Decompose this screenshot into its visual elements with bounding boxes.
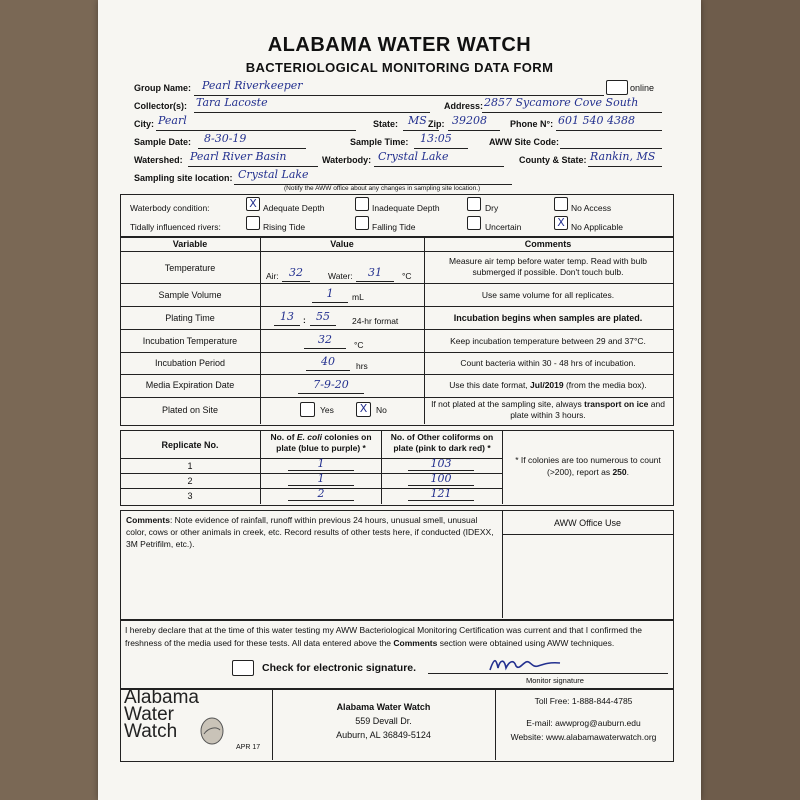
site-location-label: Sampling site location: (134, 173, 233, 183)
replicate-1-ecoli[interactable]: 1 (317, 457, 325, 470)
waterbody-line (374, 166, 504, 167)
zip-label: Zip: (428, 119, 445, 129)
site-code-label: AWW Site Code: (489, 137, 559, 147)
background-left (0, 0, 110, 800)
replicate-2-ecoli[interactable]: 1 (317, 472, 325, 485)
sample-time-line (414, 148, 468, 149)
replicate-3-ecoli[interactable]: 2 (317, 487, 325, 500)
group-name-value[interactable]: Pearl Riverkeeper (202, 79, 303, 92)
background-right (690, 0, 800, 800)
media-expiration-comment: Use this date format, Jul/2019 (from the media box). (449, 380, 647, 390)
waterbody-condition-label: Waterbody condition: (130, 203, 210, 213)
falling-tide-label: Falling Tide (372, 222, 416, 232)
electronic-signature-label: Check for electronic signature. (262, 662, 417, 674)
incubation-period-comment: Count bacteria within 30 - 48 hrs of incubation. (460, 358, 636, 368)
waterbody-label: Waterbody: (322, 155, 372, 165)
header-replicate: Replicate No. (161, 440, 219, 450)
header-comments: Comments (524, 239, 572, 249)
replicate-1-no: 1 (187, 461, 193, 471)
media-expiration-name: Media Expiration Date (145, 380, 235, 390)
logo-line-2: Water (124, 704, 174, 725)
header-other-coliforms: No. of Other coliforms on plate (pink to dark red) * (390, 432, 494, 453)
plated-no-label: No (376, 405, 387, 415)
tidal-label: Tidally influenced rivers: (130, 222, 221, 232)
temperature-comment: Measure air temp before water temp. Read with bulb submerged if possible. Don't touch bulb. (449, 256, 647, 277)
form-version: APR 17 (236, 744, 261, 751)
inadequate-depth-label: Inadequate Depth (372, 203, 440, 213)
uncertain-checkbox[interactable] (467, 216, 481, 230)
county-state-value[interactable]: Rankin, MS (590, 150, 656, 163)
waterbody-value[interactable]: Crystal Lake (378, 150, 449, 163)
logo-line-3: Watch (124, 721, 178, 742)
city-line (156, 130, 356, 131)
comments-instructions: Comments: Note evidence of rainfall, runoff within previous 24 hours, unusual smell, unusual color, cows or other animals in creek, etc. Record results of other tests here, if conducted (IDEXX, 3M Petrifilm, etc.). (126, 515, 494, 549)
air-value[interactable]: 32 (289, 266, 303, 279)
electronic-signature-checkbox[interactable] (232, 660, 254, 676)
media-expiration-value[interactable]: 7-9-20 (313, 378, 349, 391)
plated-yes-checkbox[interactable] (300, 402, 315, 417)
phone-line (556, 130, 662, 131)
plating-comment: Incubation begins when samples are plated. (453, 313, 643, 323)
data-form-paper (98, 0, 701, 800)
plated-no-checkbox[interactable]: X (356, 402, 371, 417)
form-subtitle: BACTERIOLOGICAL MONITORING DATA FORM (245, 60, 554, 75)
plating-hh-value[interactable]: 13 (280, 310, 294, 323)
footer-address-1: 559 Devall Dr. (355, 716, 412, 726)
incubation-period-value[interactable]: 40 (321, 355, 335, 368)
state-line (403, 130, 439, 131)
watershed-line (188, 166, 318, 167)
county-state-line (588, 166, 662, 167)
not-applicable-label: No Applicable (571, 222, 623, 232)
uncertain-label: Uncertain (485, 222, 522, 232)
plating-mm-value[interactable]: 55 (316, 310, 330, 323)
declaration-text: I hereby declare that at the time of this water testing my AWW Bacteriological Monitoring Certification was current and that I confirmed the freshness of the media used for these tests. All data entered above the Comments section were obtained using AWW techniques. (125, 625, 643, 648)
incubation-temp-value[interactable]: 32 (318, 333, 332, 346)
logo-line-1: Alabama (124, 687, 199, 708)
plating-sep: : (303, 315, 306, 325)
collectors-line (194, 112, 430, 113)
replicate-3-other[interactable]: 121 (430, 487, 452, 500)
phone-value[interactable]: 601 540 4388 (558, 114, 635, 127)
temperature-unit: °C (402, 271, 412, 281)
dry-label: Dry (485, 203, 499, 213)
sample-date-line (198, 148, 306, 149)
form-title: ALABAMA WATER WATCH (267, 34, 532, 56)
address-line (482, 112, 662, 113)
sample-date-label: Sample Date: (134, 137, 192, 147)
header-variable: Variable (172, 239, 208, 249)
replicate-2-no: 2 (187, 476, 193, 486)
no-access-checkbox[interactable] (554, 197, 568, 211)
sample-time-label: Sample Time: (350, 137, 409, 147)
water-value[interactable]: 31 (368, 266, 382, 279)
zip-line (448, 130, 500, 131)
replicate-1-other[interactable]: 103 (430, 457, 452, 470)
online-checkbox[interactable] (606, 80, 628, 95)
plated-yes-label: Yes (320, 405, 334, 415)
replicate-2-other[interactable]: 100 (430, 472, 452, 485)
monitor-signature-caption: Monitor signature (526, 676, 584, 685)
address-value[interactable]: 2857 Sycamore Cove South (484, 96, 639, 109)
sample-volume-value[interactable]: 1 (326, 287, 334, 300)
monitor-signature (486, 654, 568, 674)
collectors-label: Collector(s): (134, 101, 188, 111)
no-access-label: No Access (571, 203, 612, 213)
dry-checkbox[interactable] (467, 197, 481, 211)
state-label: State: (373, 119, 399, 129)
footer-tollfree: Toll Free: 1-888-844-4785 (534, 696, 633, 706)
inadequate-depth-checkbox[interactable] (355, 197, 369, 211)
incubation-period-unit: hrs (356, 361, 368, 371)
replicate-3-no: 3 (187, 491, 193, 501)
adequate-depth-checkbox[interactable]: X (246, 197, 260, 211)
county-state-label: County & State: (519, 155, 587, 165)
sample-time-value[interactable]: 13:05 (420, 132, 452, 145)
water-label: Water: (328, 271, 353, 281)
phone-label: Phone N°: (510, 119, 554, 129)
site-code-line (560, 148, 662, 149)
header-value: Value (330, 239, 354, 249)
sample-date-value[interactable]: 8-30-19 (204, 132, 247, 145)
watershed-label: Watershed: (134, 155, 183, 165)
footer-email[interactable]: E-mail: awwprog@auburn.edu (526, 718, 641, 728)
address-label: Address: (444, 101, 484, 111)
plated-on-site-name: Plated on Site (161, 405, 219, 415)
site-location-value[interactable]: Crystal Lake (238, 168, 309, 181)
incubation-period-name: Incubation Period (154, 358, 226, 368)
footer-org: Alabama Water Watch (336, 702, 431, 712)
rising-tide-label: Rising Tide (263, 222, 306, 232)
replicates-note: * If colonies are too numerous to count (>200), report as 250. (515, 455, 661, 477)
city-value[interactable]: Pearl (158, 114, 187, 127)
collectors-value[interactable]: Tara Lacoste (196, 96, 268, 109)
adequate-depth-label: Adequate Depth (263, 203, 325, 213)
footer-address-2: Auburn, AL 36849-5124 (336, 730, 431, 740)
office-use-label: AWW Office Use (553, 518, 621, 528)
fish-logo-icon (198, 716, 226, 746)
city-label: City: (134, 119, 154, 129)
falling-tide-checkbox[interactable] (355, 216, 369, 230)
online-label: online (630, 83, 655, 93)
incubation-temp-name: Incubation Temperature (142, 336, 238, 346)
not-applicable-checkbox[interactable]: X (554, 216, 568, 230)
notify-note: (Notify the AWW office about any changes in sampling site location.) (284, 185, 481, 192)
incubation-temp-comment: Keep incubation temperature between 29 and 37°C. (450, 336, 646, 346)
state-value[interactable]: MS (408, 114, 427, 127)
watershed-value[interactable]: Pearl River Basin (190, 150, 287, 163)
group-name-label: Group Name: (134, 83, 192, 93)
sample-volume-unit: mL (352, 292, 364, 302)
plating-time-name: Plating Time (165, 313, 215, 323)
plated-comment: If not plated at the sampling site, always transport on ice and plate within 3 hours. (431, 399, 665, 420)
sample-volume-name: Sample Volume (158, 290, 222, 300)
sample-volume-comment: Use same volume for all replicates. (481, 290, 615, 300)
plating-unit: 24-hr format (352, 316, 399, 326)
incubation-temp-unit: °C (354, 340, 364, 350)
temperature-name: Temperature (164, 263, 216, 273)
zip-value[interactable]: 39208 (452, 114, 487, 127)
header-ecoli: No. of E. coli colonies on plate (blue to purple) * (270, 432, 372, 453)
footer-website[interactable]: Website: www.alabamawaterwatch.org (510, 732, 657, 742)
air-label: Air: (266, 271, 279, 281)
rising-tide-checkbox[interactable] (246, 216, 260, 230)
